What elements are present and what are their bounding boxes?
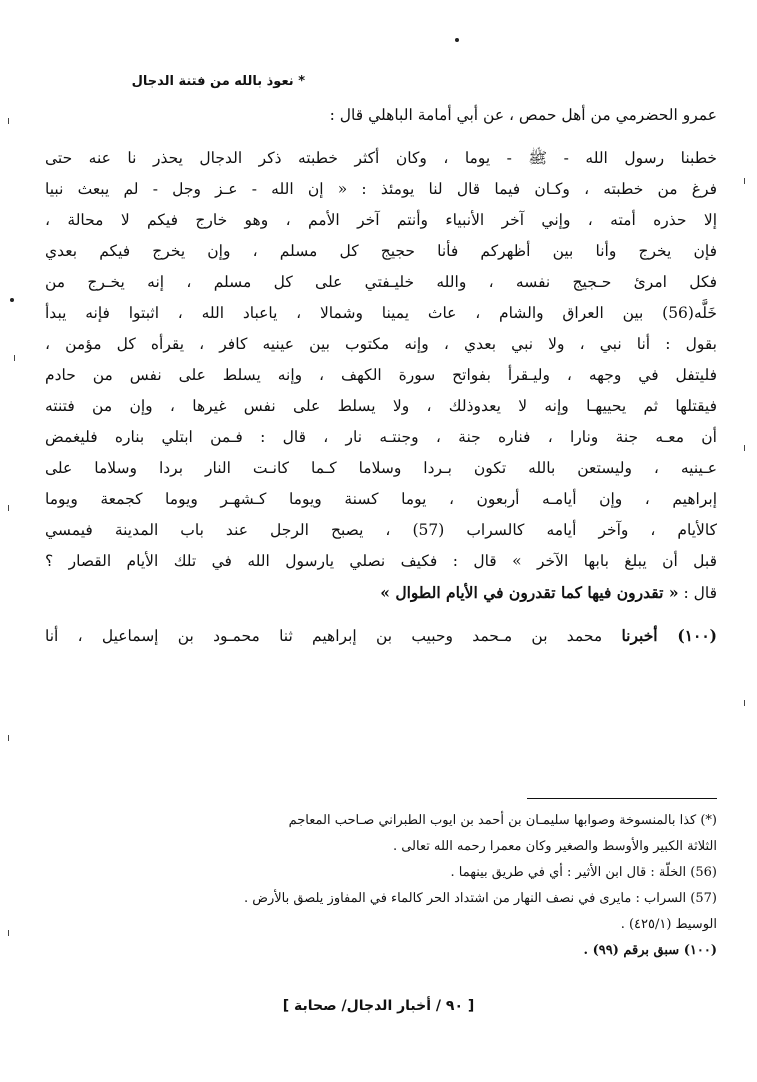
text-line: خطبنا رسول الله - ﷺ - يوما ، وكان أكثر خطبته ذكر الدجال يحذر نا عنه حتى: [45, 149, 717, 167]
margin-mark: [8, 735, 9, 741]
text-line: فيقتلها ثم يحييهـا وإنه لا يعدوذلك ، ولا يسلط على نفس غيرها ، وإن من فتنته: [45, 397, 717, 415]
running-header: * نعوذ بالله من فتنة الدجال: [131, 74, 305, 89]
text-line: عمرو الحضرمي من أهل حمص ، عن أبي أمامة الباهلي قال :: [329, 106, 717, 124]
footnote-line: (*) كذا بالمنسوخة وصوابها سليمـان بن أحمد بن ايوب الطبراني صـاحب المعاجم: [288, 813, 717, 828]
closing-prefix: قال :: [683, 584, 717, 602]
text-line: أن معـه جنة ونارا ، فناره جنة ، وجنتـه نار ، قال : فـمن ابتلي بناره فليغمض: [45, 428, 717, 446]
page-footer: [ ٩٠ / أخبار الدجال/ صحابة ]: [282, 998, 475, 1014]
text-line: قبل أن يبلغ بابها الآخر » قال : فكيف نصلي يارسول الله في تلك الأيام القصار ؟: [45, 552, 717, 570]
entry-isnad: محمد بن مـحمد وحبيب بن إبراهيم ثنا محمـود بن إسماعيل ، أنا: [45, 627, 603, 645]
footnote-line: (١٠٠) سبق برقم (٩٩) .: [583, 943, 717, 958]
footnote-divider: [527, 798, 717, 799]
text-line: فإن يخرج وأنا بين أظهركم فأنا حجيج كل مسلم ، وإن يخرج فيكم بعدي: [45, 242, 717, 260]
margin-mark: [14, 355, 15, 361]
footnote-line: (57) السراب : مايرى في نصف النهار من اشتداد الحر كالماء في المفاوز يلصق بالأرض .: [243, 891, 717, 906]
text-line: بقول : أنا نبي ، ولا نبي بعدي ، وإنه مكتوب بين عينيه كافر ، يقرأه كل مؤمن ،: [45, 335, 717, 353]
footnote-line: الثلاثة الكبير والأوسط والصغير وكان معمرا رحمه الله تعالى .: [392, 839, 717, 854]
scan-speck: [10, 298, 14, 302]
margin-mark: [8, 930, 9, 936]
text-line: إبراهيم ، وإن أيامـه أربعون ، يوما كسنة ويوما كـشهـر ويوما كجمعة ويوما: [45, 490, 717, 508]
margin-mark: [744, 178, 745, 184]
text-line-closing: [45, 577, 717, 608]
text-line: فكل امرئ حـجيج نفسه ، والله خليـفتي على كل مسلم ، إنه يخـرج من: [45, 273, 717, 291]
text-line: فليتفل في وجهه ، وليـقرأ بفواتح سورة الكهف ، وإنه يسلط على نفس من حادم: [45, 366, 717, 384]
margin-mark: [744, 445, 745, 451]
hadith-entry-line: [45, 620, 717, 651]
entry-number: (١٠٠) أخبرنا: [621, 626, 717, 645]
margin-mark: [8, 118, 9, 124]
text-line: كالأيام ، وآخر أيامه كالسراب (57) ، يصبح الرجل عند باب المدينة فيمسي: [45, 521, 717, 539]
main-text: [45, 100, 717, 651]
text-line: عـينيه ، وليستعن بالله تكون بـردا وسلاما كـما كانـت النار بردا وسلاما على: [45, 459, 717, 477]
scan-speck: [455, 38, 459, 42]
footnotes: [45, 808, 717, 964]
text-line: خَلَّه(56) بين العراق والشام ، عاث يمينا وشمالا ، ياعباد الله ، اثبتوا فإنه يبدأ: [45, 304, 717, 322]
footnote-line: (56) الخلّة : قال ابن الأثير : أي في طريق بينهما .: [450, 865, 717, 880]
margin-mark: [744, 700, 745, 706]
text-line: فرغ من خطبته ، وكـان فيما قال لنا يومئذ : « إن الله - عـز وجل - لم يبعث نبيا: [45, 180, 717, 198]
footnote-line: الوسيط (٤٢٥/١) .: [620, 917, 717, 932]
margin-mark: [8, 505, 9, 511]
text-line: إلا حذره أمته ، وإني آخر الأنبياء وأنتم آخر الأمم ، وهو خارج فيكم لا محالة ،: [45, 211, 717, 229]
closing-quote: « تقدرون فيها كما تقدرون في الأيام الطوال »: [380, 583, 679, 602]
